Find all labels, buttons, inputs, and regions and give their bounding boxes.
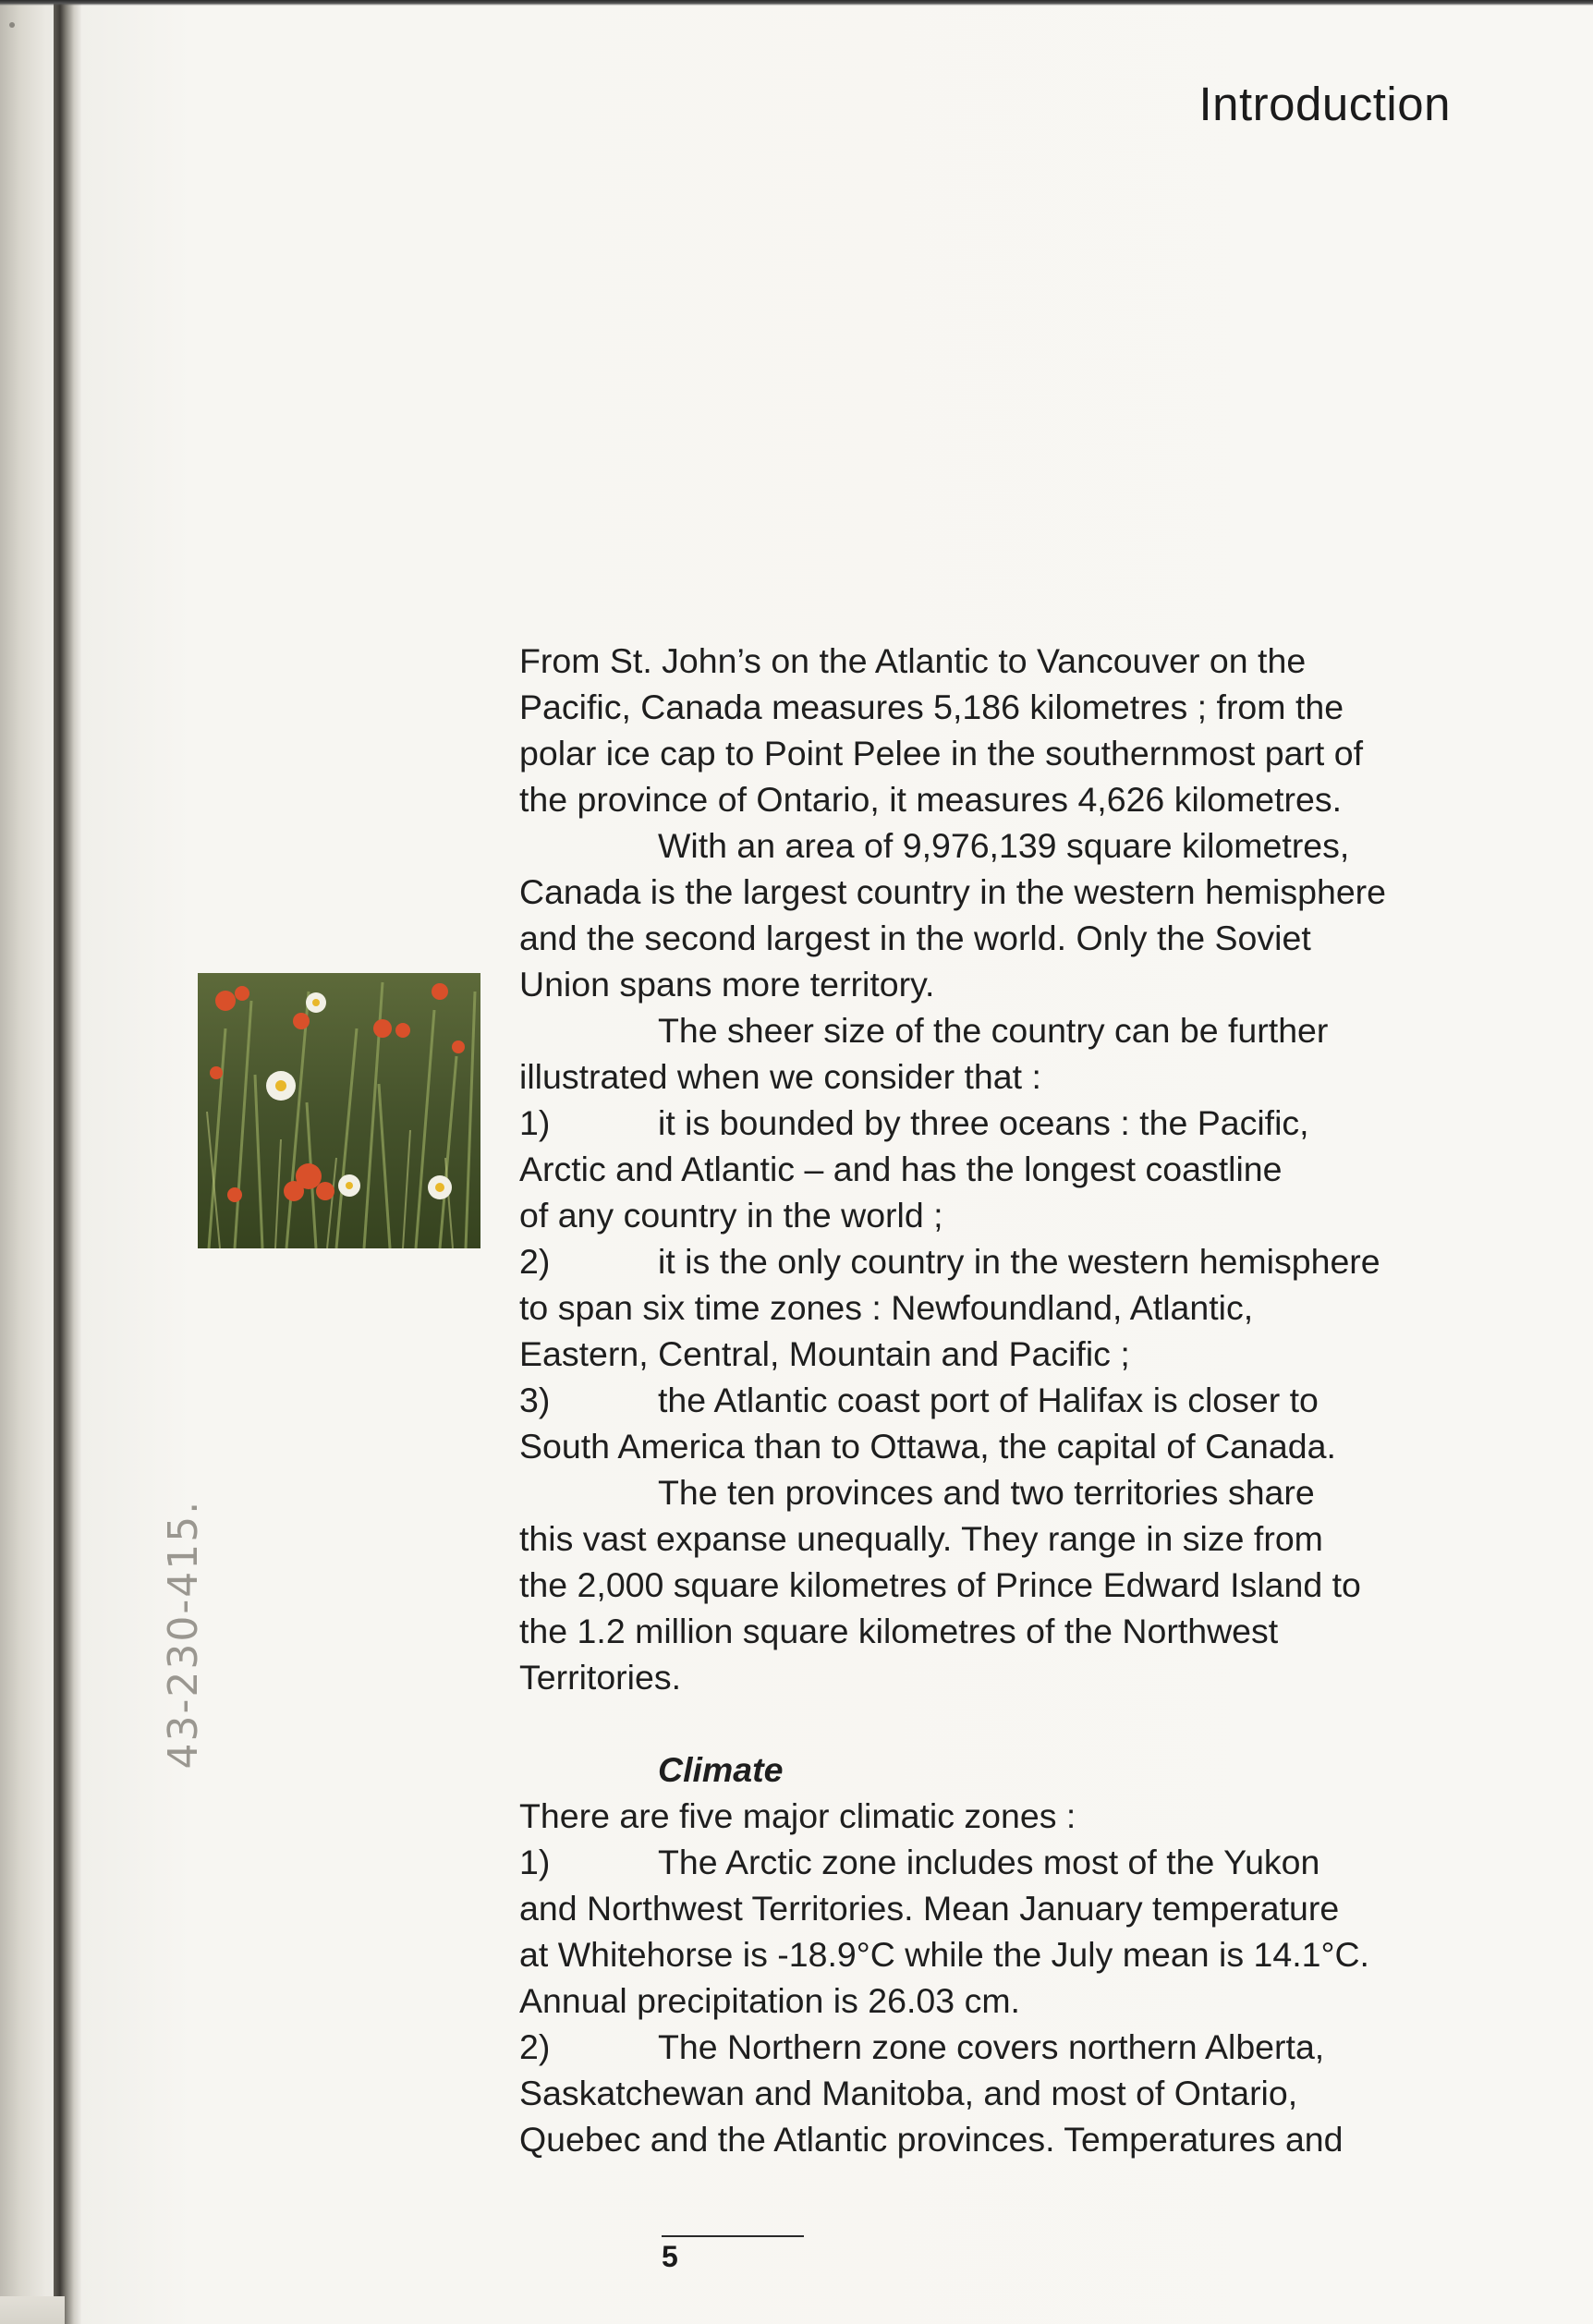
text-line: the Atlantic coast port of Halifax is closer to bbox=[658, 1381, 1319, 1419]
list-marker: 1) bbox=[519, 1843, 551, 1881]
text-line: the province of Ontario, it measures 4,626 kilometres. bbox=[519, 780, 1343, 819]
section-gap bbox=[519, 1700, 1480, 1746]
text-line: and the second largest in the world. Only the Soviet bbox=[519, 919, 1311, 957]
text-line: the 1.2 million square kilometres of the Northwest bbox=[519, 1612, 1279, 1650]
list-item bbox=[519, 1100, 1480, 1146]
list-marker: 3) bbox=[519, 1381, 551, 1419]
text-line: Saskatchewan and Manitoba, and most of Ontario, bbox=[519, 2074, 1298, 2112]
text-line: the 2,000 square kilometres of Prince Edward Island to bbox=[519, 1565, 1361, 1604]
text-line: it is the only country in the western hemisphere bbox=[658, 1242, 1380, 1281]
text-line: The Northern zone covers northern Alberta, bbox=[658, 2027, 1325, 2066]
text-line: it is bounded by three oceans : the Pacific, bbox=[658, 1103, 1309, 1142]
wildflower-photo bbox=[198, 973, 480, 1248]
text-line: this vast expanse unequally. They range in size from bbox=[519, 1519, 1323, 1558]
text-line: The Arctic zone includes most of the Yukon bbox=[658, 1843, 1320, 1881]
text-line: The ten provinces and two territories share bbox=[658, 1473, 1315, 1512]
text-line: polar ice cap to Point Pelee in the southernmost part of bbox=[519, 734, 1364, 773]
binding-corner bbox=[0, 2296, 65, 2324]
list-item bbox=[519, 1839, 1480, 1885]
list-marker: 1) bbox=[519, 1103, 551, 1142]
text-line: Annual precipitation is 26.03 cm. bbox=[519, 1981, 1020, 2020]
text-line: Union spans more territory. bbox=[519, 965, 935, 1004]
list-item bbox=[519, 1238, 1480, 1284]
text-line: and Northwest Territories. Mean January temperature bbox=[519, 1889, 1340, 1928]
paper-speck bbox=[9, 22, 15, 28]
text-line: Canada is the largest country in the western hemisphere bbox=[519, 872, 1387, 911]
text-line: With an area of 9,976,139 square kilometres, bbox=[658, 826, 1350, 865]
text-line: illustrated when we consider that : bbox=[519, 1057, 1041, 1096]
margin-catalog-note: 43-230-415. bbox=[160, 1499, 207, 1770]
list-marker: 2) bbox=[519, 2027, 551, 2066]
wildflower-photo-image bbox=[198, 973, 480, 1248]
gutter-shadow bbox=[54, 0, 81, 2324]
text-line: at Whitehorse is -18.9°C while the July mean is 14.1°C. bbox=[519, 1935, 1369, 1974]
page-number-rule bbox=[662, 2235, 804, 2237]
text-line: Eastern, Central, Mountain and Pacific ; bbox=[519, 1334, 1130, 1373]
list-item bbox=[519, 1377, 1480, 1423]
page-number: 5 bbox=[662, 2240, 678, 2273]
text-line: The sheer size of the country can be further bbox=[658, 1011, 1329, 1050]
text-line: Quebec and the Atlantic provinces. Temperatures and bbox=[519, 2120, 1344, 2159]
text-line: to span six time zones : Newfoundland, Atlantic, bbox=[519, 1288, 1254, 1327]
text-line: of any country in the world ; bbox=[519, 1196, 943, 1235]
text-line: South America than to Ottawa, the capital of Canada. bbox=[519, 1427, 1336, 1466]
section-heading-climate: Climate bbox=[658, 1750, 784, 1789]
text-line: Pacific, Canada measures 5,186 kilometres ; from the bbox=[519, 687, 1344, 726]
list-marker: 2) bbox=[519, 1242, 551, 1281]
text-line: From St. John’s on the Atlantic to Vancouver on the bbox=[519, 641, 1307, 680]
list-item bbox=[519, 2024, 1480, 2070]
body-text bbox=[519, 638, 1480, 2162]
text-line: There are five major climatic zones : bbox=[519, 1796, 1076, 1835]
top-edge bbox=[0, 0, 1593, 6]
text-line: Territories. bbox=[519, 1658, 682, 1697]
page-title: Introduction bbox=[1198, 78, 1451, 130]
text-line: Arctic and Atlantic – and has the longest coastline bbox=[519, 1150, 1283, 1188]
